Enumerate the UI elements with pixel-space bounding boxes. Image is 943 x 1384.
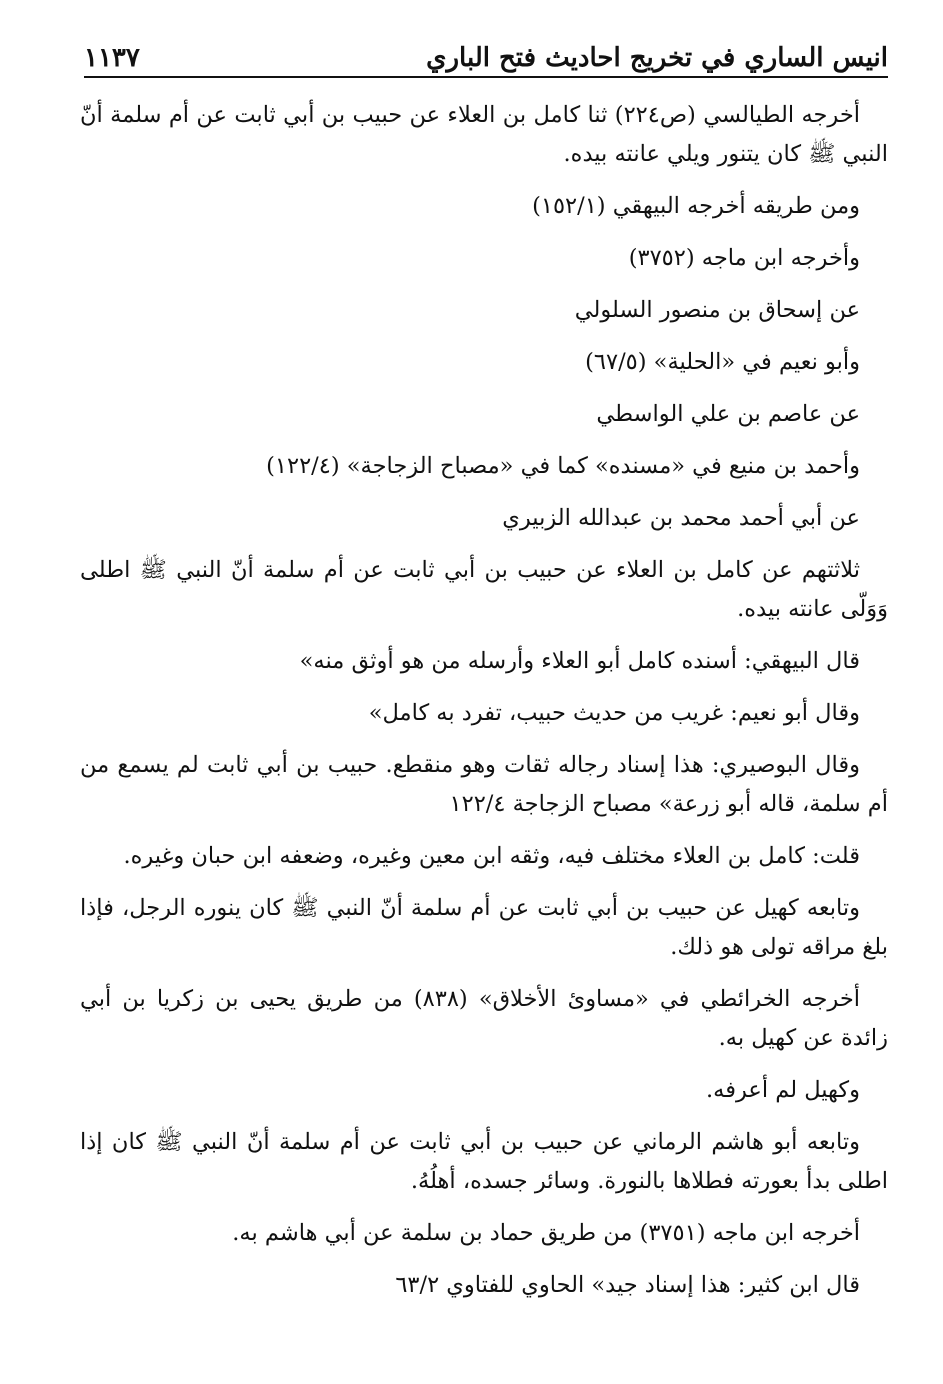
paragraph: وأخرجه ابن ماجه (٣٧٥٢) (628, 245, 860, 271)
page-body (80, 96, 888, 1318)
paragraph: وأحمد بن منيع في «مسنده» كما في «مصباح الزجاجة» (١٢٢/٤) (266, 453, 860, 479)
paragraph: عن عاصم بن علي الواسطي (596, 401, 860, 427)
running-title: انيس الساري في تخريج احاديث فتح الباري (426, 43, 888, 73)
paragraph: وقال البوصيري: هذا إسناد رجاله ثقات وهو منقطع. حبيب بن أبي ثابت لم يسمع من أم سلمة، قاله أبو زرعة» مصباح الزجاجة ١٢٢/٤ (80, 752, 888, 817)
paragraph: قال ابن كثير: هذا إسناد جيد» الحاوي للفتاوي ٦٣/٢ (395, 1272, 860, 1298)
page-number: ١١٣٧ (84, 43, 140, 73)
paragraph: أخرجه الطيالسي (ص٢٢٤) ثنا كامل بن العلاء عن حبيب بن أبي ثابت عن أم سلمة أنّ النبي ﷺ كان يتنور ويلي عانته بيده. (80, 102, 888, 167)
paragraph: عن أبي أحمد محمد بن عبدالله الزبيري (502, 505, 860, 531)
paragraph: ومن طريقه أخرجه البيهقي (١٥٢/١) (532, 193, 860, 219)
paragraph: أخرجه الخرائطي في «مساوئ الأخلاق» (٨٣٨) من طريق يحيى بن زكريا بن أبي زائدة عن كهيل به. (80, 986, 888, 1051)
paragraph: وكهيل لم أعرفه. (706, 1077, 860, 1103)
paragraph: وأبو نعيم في «الحلية» (٦٧/٥) (585, 349, 860, 375)
paragraph: عن إسحاق بن منصور السلولي (574, 297, 860, 323)
paragraph: وتابعه أبو هاشم الرماني عن حبيب بن أبي ثابت عن أم سلمة أنّ النبي ﷺ كان إذا اطلى بدأ بعورته فطلاها بالنورة. وسائر جسده، أهلُهُ. (80, 1129, 888, 1194)
paragraph: قلت: كامل بن العلاء مختلف فيه، وثقه ابن معين وغيره، وضعفه ابن حبان وغيره. (123, 843, 860, 869)
paragraph: قال البيهقي: أسنده كامل أبو العلاء وأرسله من هو أوثق منه» (299, 648, 860, 674)
page-header (84, 34, 888, 78)
paragraph: وتابعه كهيل عن حبيب بن أبي ثابت عن أم سلمة أنّ النبي ﷺ كان ينوره الرجل، فإذا بلغ مراقه تولى هو ذلك. (80, 895, 888, 960)
paragraph: وقال أبو نعيم: غريب من حديث حبيب، تفرد به كامل» (368, 700, 860, 726)
paragraph: أخرجه ابن ماجه (٣٧٥١) من طريق حماد بن سلمة عن أبي هاشم به. (232, 1220, 860, 1246)
paragraph: ثلاثتهم عن كامل بن العلاء عن حبيب بن أبي ثابت عن أم سلمة أنّ النبي ﷺ اطلى وَوَلّى عانته بيده. (80, 557, 888, 622)
